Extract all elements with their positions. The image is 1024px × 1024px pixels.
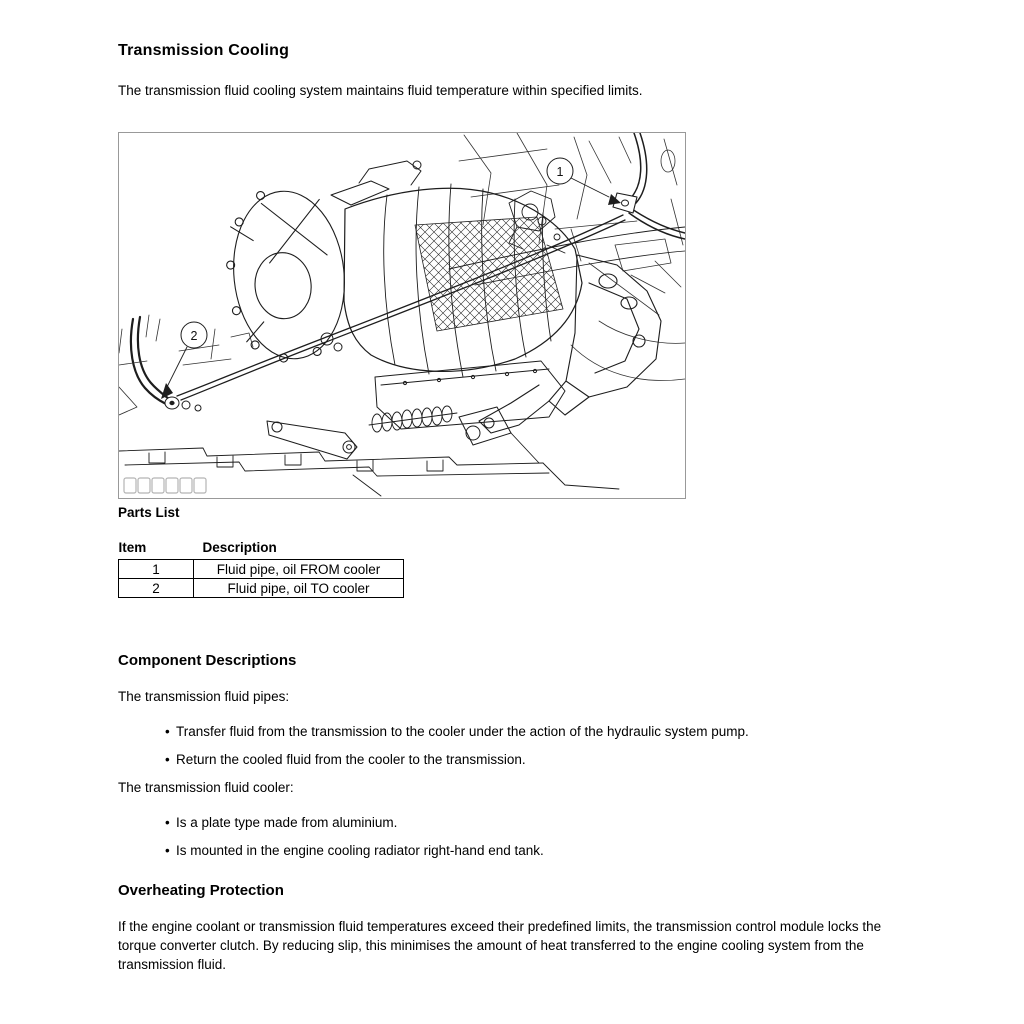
- watermark-squares: [124, 478, 206, 493]
- oil-pan: [375, 361, 565, 429]
- component-descriptions-heading: Component Descriptions: [118, 652, 297, 669]
- list-item: [165, 750, 910, 769]
- list-item: [165, 841, 910, 860]
- pipes-bullet-list: [118, 722, 910, 769]
- overheating-protection-heading: Overheating Protection: [118, 882, 284, 899]
- table-row: [119, 560, 404, 579]
- callout-2-label: 2: [190, 329, 198, 343]
- parts-description-cell: Fluid pipe, oil TO cooler: [194, 579, 404, 598]
- parts-item-cell: 2: [119, 579, 194, 598]
- bullet-icon: •: [165, 724, 170, 739]
- cooler-intro-paragraph: The transmission fluid cooler:: [118, 780, 294, 795]
- parts-col-description: Description: [202, 540, 277, 555]
- bullet-icon: •: [165, 752, 170, 767]
- table-row: [119, 579, 404, 598]
- fluid-pipe-from-cooler: [629, 133, 685, 239]
- parts-col-item: Item: [118, 540, 147, 555]
- bullet-text: Is mounted in the engine cooling radiator right-hand end tank.: [176, 843, 544, 858]
- parts-header-row: [119, 540, 404, 560]
- pipes-intro-paragraph: The transmission fluid pipes:: [118, 689, 290, 704]
- bullet-icon: •: [165, 843, 170, 858]
- callout-1-label: 1: [556, 165, 564, 179]
- hook-pipe: [131, 317, 169, 404]
- transmission-diagram: [118, 132, 686, 499]
- overheating-paragraph: If the engine coolant or transmission fluid temperatures exceed their predefined limits, the transmission control module locks the torque converter clutch. By reducing slip, this minimises the amount of heat transferred to the engine cooling system from the transmission fluid.: [118, 919, 882, 972]
- parts-description-cell: Fluid pipe, oil FROM cooler: [194, 560, 404, 579]
- parts-list-heading: Parts List: [118, 505, 180, 520]
- bullet-text: Transfer fluid from the transmission to the cooler under the action of the hydraulic system pump.: [176, 724, 749, 739]
- list-item: [165, 722, 910, 741]
- bullet-text: Is a plate type made from aluminium.: [176, 815, 398, 830]
- list-item: [165, 813, 910, 832]
- document-page: [118, 42, 910, 974]
- parts-list-table: [118, 540, 404, 598]
- transmission-diagram-art: [119, 133, 685, 498]
- cooler-bullet-list: [118, 813, 910, 860]
- parts-item-cell: 1: [119, 560, 194, 579]
- intro-paragraph: The transmission fluid cooling system maintains fluid temperature within specified limits.: [118, 83, 643, 98]
- page-title: Transmission Cooling: [118, 42, 290, 59]
- bullet-text: Return the cooled fluid from the cooler to the transmission.: [176, 752, 526, 767]
- bullet-icon: •: [165, 815, 170, 830]
